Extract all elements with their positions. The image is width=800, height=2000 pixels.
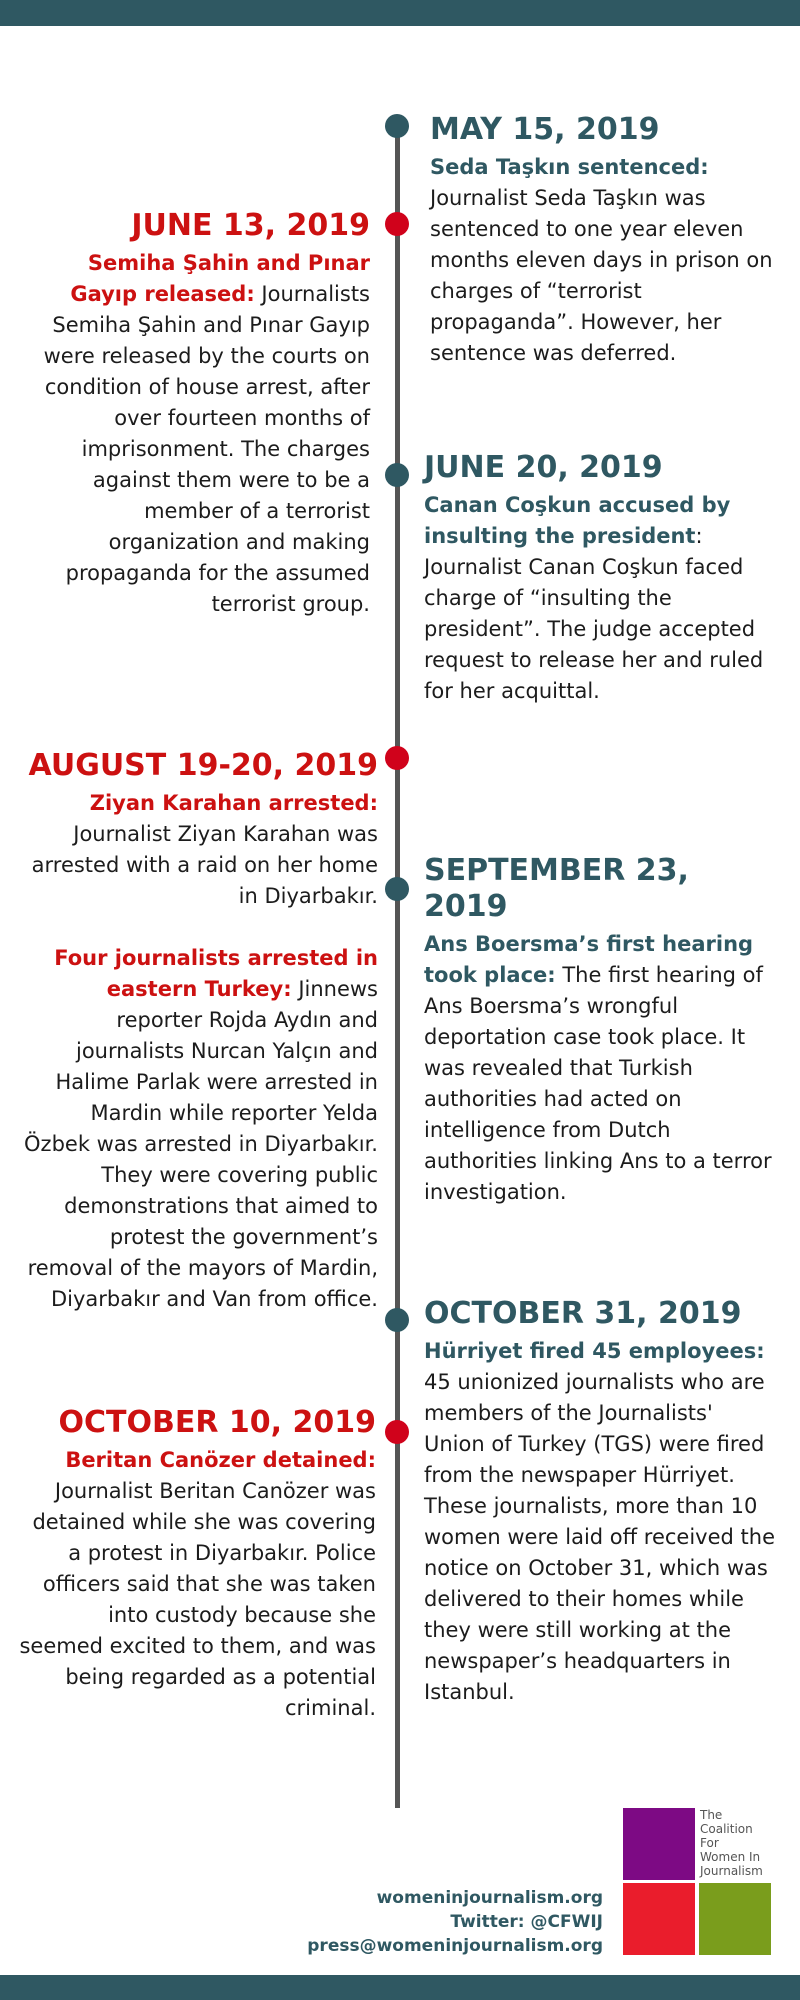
entry-headline: Ziyan Karahan arrested: [89, 791, 378, 815]
logo-line: The [700, 1808, 723, 1822]
entry-body [18, 1445, 376, 1724]
entry-body [30, 248, 370, 620]
entry-headline: Seda Taşkın sentenced: [430, 155, 709, 179]
website-link[interactable]: womeninjournalism.org [376, 1888, 603, 1908]
entry-text: Journalists Semiha Şahin and Pınar Gayıp were released by the courts on condition of house arrest, after over fourteen months of imprisonment. The charges against them were to be a member of a terrorist organization and making propaganda for the assumed terrorist group. [43, 282, 370, 616]
entry-jun20 [424, 450, 774, 707]
entry-date: MAY 15, 2019 [430, 112, 660, 147]
entry-sep23 [424, 853, 774, 1208]
entry-body [424, 490, 774, 707]
timeline-dot-may15 [385, 114, 409, 138]
entry-date: OCTOBER 10, 2019 [58, 1405, 376, 1440]
entry-text-2: Jinnews reporter Rojda Aydın and journalists Nurcan Yalçın and Halime Parlak were arrested in Mardin while reporter Yelda Özbek was arrested in Diyarbakır. They were covering public demonstrations that aimed to protest the government’s removal of the mayors of Mardin, Diyarbakır and Van from office. [24, 977, 378, 1311]
entry-body [424, 929, 774, 1208]
entry-text: 45 unionized journalists who are members of the Journalists' Union of Turkey (TGS) were fired from the newspaper Hürriyet. These journalists, more than 10 women were laid off received the notice on October 31, which was delivered to their homes while they were still working at the newspaper’s headquarters in Istanbul. [424, 1370, 775, 1704]
entry-date: AUGUST 19-20, 2019 [28, 748, 378, 783]
email-link[interactable]: press@womeninjournalism.org [307, 1936, 603, 1956]
entry-may15 [430, 112, 775, 369]
entry-date: JUNE 20, 2019 [424, 450, 663, 485]
contact-block [250, 1886, 603, 1958]
timeline-axis [395, 122, 400, 1808]
entry-text: : Journalist Canan Coşkun faced charge of “insulting the president”. The judge accepted request to release her and ruled for her acquittal. [424, 524, 764, 703]
entry-text: The first hearing of Ans Boersma’s wrongful deportation case took place. It was revealed that Turkish authorities had acted on intelligence from Dutch authorities linking Ans to a terror investigation. [424, 963, 772, 1204]
entry-headline-2: Four journalists arrested in eastern Turkey: [54, 946, 378, 1001]
entry-date: JUNE 13, 2019 [131, 208, 370, 243]
logo-red-square [623, 1883, 695, 1955]
entry-headline: Semiha Şahin and Pınar Gayıp released: [70, 251, 370, 306]
timeline-dot-aug19 [385, 746, 409, 770]
twitter-link[interactable]: Twitter: @CFWIJ [450, 1912, 603, 1932]
timeline-dot-oct31 [385, 1308, 409, 1332]
timeline-dot-oct10 [385, 1420, 409, 1444]
entry-headline: Hürriyet fired 45 employees: [424, 1339, 765, 1363]
entry-oct31 [424, 1296, 776, 1708]
entry-text: Journalist Ziyan Karahan was arrested with a raid on her home in Diyarbakır. [31, 822, 378, 908]
entry-headline: Canan Coşkun accused by insulting the president [424, 493, 731, 548]
bottom-band [0, 1975, 800, 2000]
top-band [0, 0, 800, 26]
timeline-dot-sep23 [385, 877, 409, 901]
logo-line: For [700, 1836, 719, 1850]
entry-oct10 [18, 1405, 376, 1724]
entry-text: Journalist Beritan Canözer was detained while she was covering a protest in Diyarbakır. Police officers said that she was taken into custody because she seemed excited to them, and was being regarded as a potential criminal. [19, 1479, 376, 1720]
entry-headline: Beritan Canözer detained: [65, 1448, 376, 1472]
logo-purple-square [623, 1808, 695, 1880]
entry-body [424, 1336, 776, 1708]
logo-text [700, 1808, 772, 1878]
entry-headline: Ans Boersma’s first hearing took place: [424, 932, 754, 987]
cfwij-logo [623, 1808, 771, 1955]
entry-body [430, 152, 775, 369]
entry-date: SEPTEMBER 23, 2019 [424, 853, 689, 924]
entry-jun13 [30, 208, 370, 620]
logo-line: Journalism [700, 1864, 763, 1878]
logo-line: Coalition [700, 1822, 753, 1836]
entry-aug19 [18, 748, 378, 1315]
timeline-dot-jun13 [385, 212, 409, 236]
entry-text: Journalist Seda Taşkın was sentenced to one year eleven months eleven days in prison on charges of “terrorist propaganda”. However, her sentence was deferred. [430, 186, 773, 365]
entry-body-2 [18, 943, 378, 1315]
entry-body [18, 788, 378, 912]
logo-line: Women In [700, 1850, 761, 1864]
timeline-dot-jun20 [385, 463, 409, 487]
entry-date: OCTOBER 31, 2019 [424, 1296, 742, 1331]
logo-green-square [699, 1883, 771, 1955]
